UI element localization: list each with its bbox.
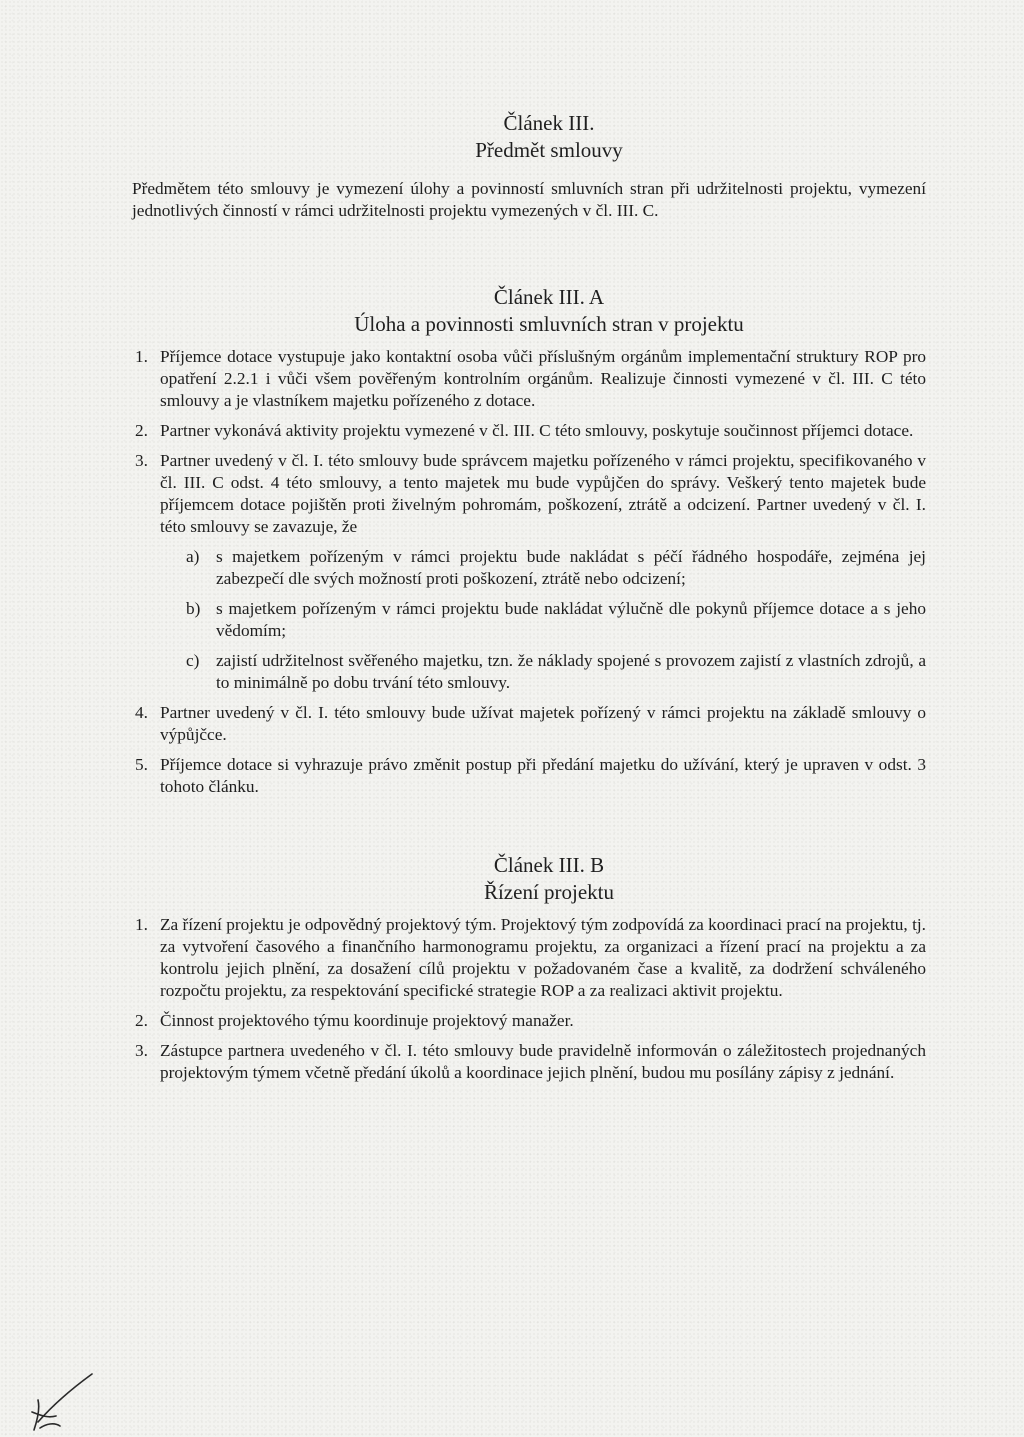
item-text: Za řízení projektu je odpovědný projektový tým. Projektový tým zodpovídá za koordinaci prací na projektu, tj. za vytvoření časového a finančního harmonogramu projektu, za organizaci a řízení prací na projektu a za kontrolu jejich plnění, za dosažení cílů projektu v požadovaném čase a kvalitě, za dodržení schváleného rozpočtu projektu, za respektování specifické strategie ROP a za realizaci aktivit projektu.	[160, 915, 926, 1000]
sub-item	[132, 598, 926, 642]
article-3-title: Článek III.	[503, 111, 595, 135]
item-text: Činnost projektového týmu koordinuje projektový manažer.	[160, 1011, 574, 1030]
item-text: Partner uvedený v čl. I. této smlouvy bude správcem majetku pořízeného v rámci projektu, specifikovaného v čl. III. C odst. 4 této smlouvy, a tento majetek mu bude vypůjčen do správy. Veškerý tento majetek bude příjemcem dotace pojištěn proti živelným pohromám, poškození, ztrátě a odcizení. Partner uvedený v čl. I. této smlouvy se zavazuje, že	[160, 451, 926, 536]
list-item	[132, 346, 926, 412]
article-3	[132, 110, 926, 222]
item-text: Příjemce dotace vystupuje jako kontaktní osoba vůči příslušným orgánům implementační struktury ROP pro opatření 2.2.1 i vůči všem pověřeným kontrolním orgánům. Realizuje činnosti vymezené v čl. III. C této smlouvy a je vlastníkem majetku pořízeného z dotace.	[160, 347, 926, 410]
sub-item-text: s majetkem pořízeným v rámci projektu bude nakládat s péčí řádného hospodáře, zejména jej zabezpečí dle svých možností proti poškození, ztrátě nebo odcizení;	[216, 547, 926, 588]
article-3a-subtitle: Úloha a povinnosti smluvních stran v projektu	[354, 312, 744, 336]
item-text: Příjemce dotace si vyhrazuje právo změnit postup při předání majetku do užívání, který je upraven v odst. 3 tohoto článku.	[160, 755, 926, 796]
list-item	[132, 1010, 926, 1032]
item-3-sublist	[132, 546, 926, 694]
document-content	[132, 110, 926, 1092]
article-3a-list	[132, 346, 926, 538]
article-3b-heading	[172, 852, 926, 906]
sub-item-text: s majetkem pořízeným v rámci projektu bude nakládat výlučně dle pokynů příjemce dotace a s jeho vědomím;	[216, 599, 926, 640]
item-number: 1.	[135, 915, 148, 934]
article-3b	[132, 852, 926, 1084]
list-item	[132, 420, 926, 442]
item-number: 3.	[135, 1041, 148, 1060]
item-text: Partner uvedený v čl. I. této smlouvy bude užívat majetek pořízený v rámci projektu na základě smlouvy o výpůjčce.	[160, 703, 926, 744]
list-item	[132, 914, 926, 1002]
item-number: 4.	[135, 703, 148, 722]
sub-item	[132, 546, 926, 590]
article-3b-list	[132, 914, 926, 1084]
item-text: Zástupce partnera uvedeného v čl. I. této smlouvy bude pravidelně informován o záležitostech projednaných projektovým týmem včetně předání úkolů a koordinace jejich plnění, budou mu posílány zápisy z jednání.	[160, 1041, 926, 1082]
article-3b-title: Článek III. B	[493, 853, 605, 877]
handwritten-signature	[26, 1372, 96, 1434]
article-3a	[132, 284, 926, 798]
list-item	[132, 754, 926, 798]
article-3-subtitle: Předmět smlouvy	[475, 138, 623, 162]
item-number: 3.	[135, 451, 148, 470]
item-text: Partner vykonává aktivity projektu vymezené v čl. III. C této smlouvy, poskytuje součinnost příjemci dotace.	[160, 421, 914, 440]
item-number: 1.	[135, 347, 148, 366]
item-number: 5.	[135, 755, 148, 774]
sub-item	[132, 650, 926, 694]
item-number: 2.	[135, 1011, 148, 1030]
sub-item-label: a)	[186, 547, 200, 566]
article-3a-title: Článek III. A	[493, 285, 605, 309]
article-3a-heading	[172, 284, 926, 338]
list-item	[132, 1040, 926, 1084]
article-3-heading	[172, 110, 926, 164]
article-3a-list-continued	[132, 702, 926, 798]
sub-item-label: b)	[186, 599, 201, 618]
sub-item-label: c)	[186, 651, 200, 670]
item-number: 2.	[135, 421, 148, 440]
list-item	[132, 702, 926, 746]
article-3-body: Předmětem této smlouvy je vymezení úlohy a povinností smluvních stran při udržitelnosti projektu, vymezení jednotlivých činností v rámci udržitelnosti projektu vymezených v čl. III. C.	[132, 179, 926, 220]
list-item	[132, 450, 926, 538]
sub-item-text: zajistí udržitelnost svěřeného majetku, tzn. že náklady spojené s provozem zajistí z vlastních zdrojů, a to minimálně po dobu trvání této smlouvy.	[216, 651, 926, 692]
article-3b-subtitle: Řízení projektu	[483, 880, 615, 904]
